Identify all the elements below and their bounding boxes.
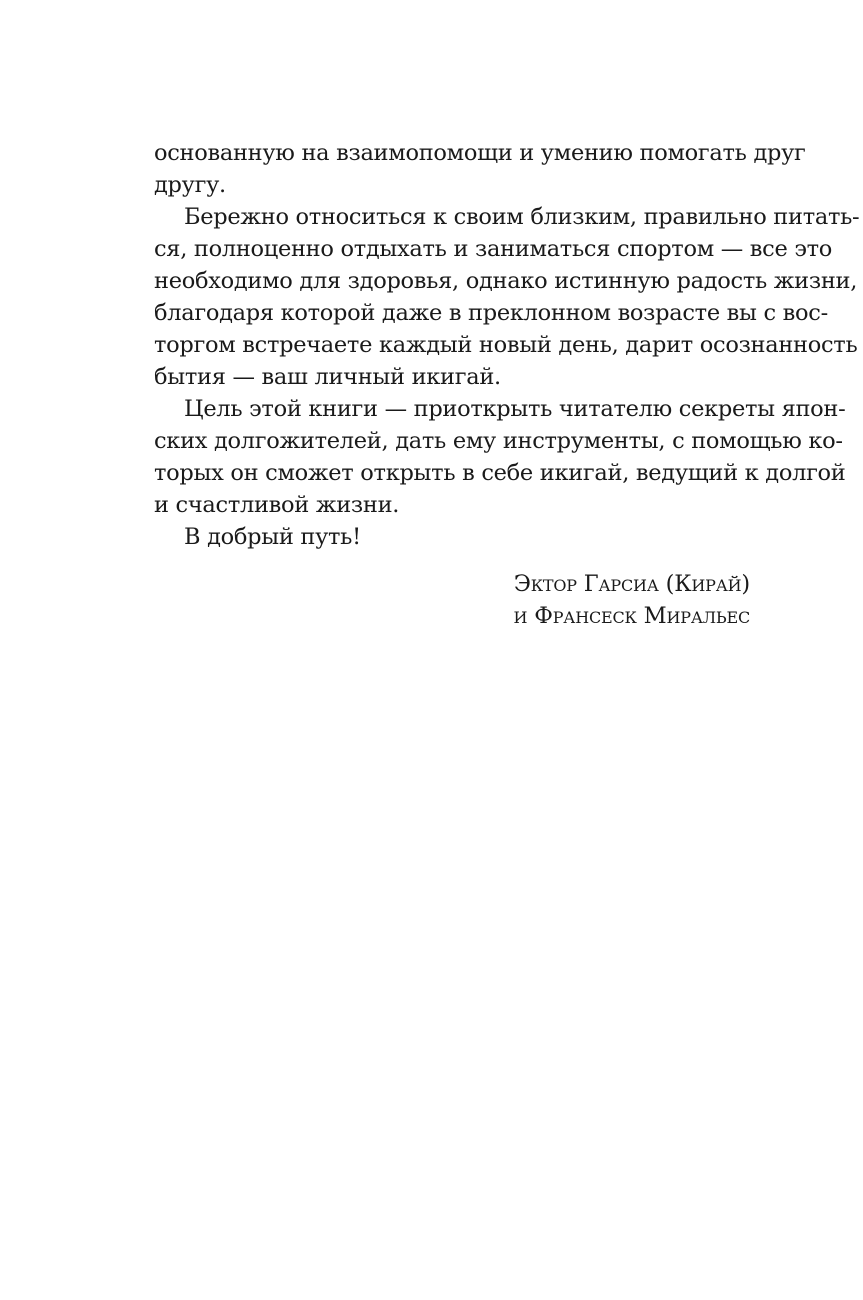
signature-line-2: и Франсеск Миральес xyxy=(513,603,750,629)
text-line: необходимо для здоровья, однако истинную радость жизни, xyxy=(154,268,858,294)
text-line: и счастливой жизни. xyxy=(154,492,400,518)
text-line: торгом встречаете каждый новый день, дарит осознанность xyxy=(154,332,858,358)
signature-line-1: Эктор Гарсиа (Кирай) xyxy=(513,571,750,597)
text-line: основанную на взаимопомощи и умению помогать друг xyxy=(154,140,806,166)
text-line: другу. xyxy=(154,172,226,198)
text-line: ских долгожителей, дать ему инструменты, с помощью ко- xyxy=(154,428,843,454)
text-line: В добрый путь! xyxy=(184,524,361,550)
text-line: бытия — ваш личный икигай. xyxy=(154,364,501,390)
text-line: ся, полноценно отдыхать и заниматься спортом — все это xyxy=(154,236,833,262)
text-line: Цель этой книги — приоткрыть читателю секреты япон- xyxy=(184,396,846,422)
text-line: торых он сможет открыть в себе икигай, ведущий к долгой xyxy=(154,460,846,486)
text-line: Бережно относиться к своим близким, правильно питать- xyxy=(184,204,860,230)
text-line: благодаря которой даже в преклонном возрасте вы с вос- xyxy=(154,300,828,326)
